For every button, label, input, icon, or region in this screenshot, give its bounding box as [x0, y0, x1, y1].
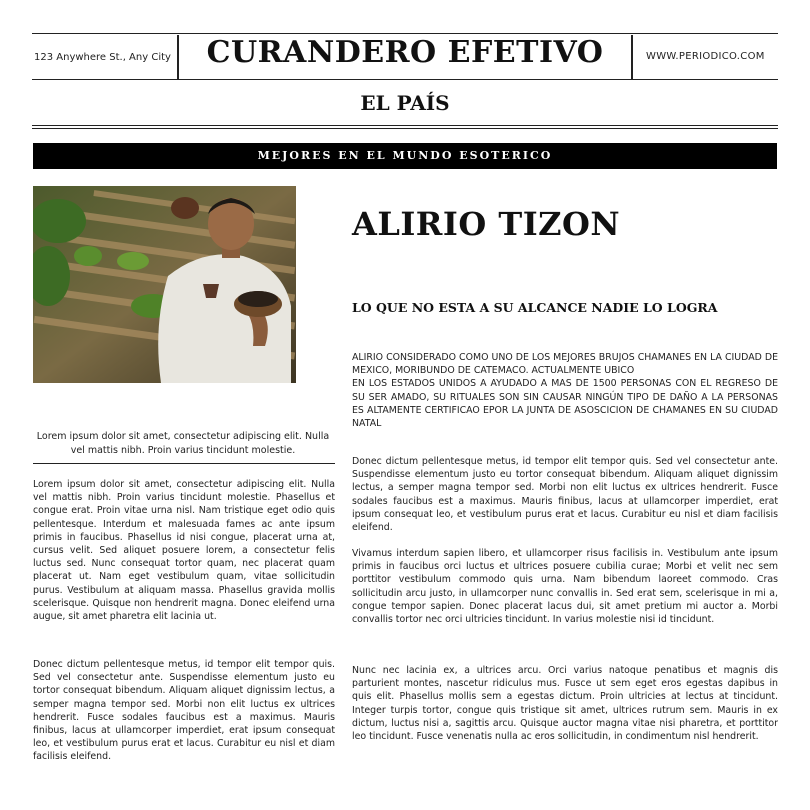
article-photo	[33, 186, 296, 383]
right-paragraph-1: Donec dictum pellentesque metus, id tempor elit tempor quis. Sed vel consectetur ante. Suspendisse elementum justo eu tortor consequat bibendum. Aliquam aliquet dignissim lectus, a semper magna tempor sed. Morbi non elit luctus ex ultrices hendrerit. Fusce sodales faucibus est a maximus. Mauris finibus, lacus at ullamcorper imperdiet, erat ipsum consequat leo, et vestibulum purus erat et lacus. Curabitur eu nisl et diam facilisis eleifend.	[352, 456, 778, 534]
intro-paragraph-1: ALIRIO CONSIDERADO COMO UNO DE LOS MEJORES BRUJOS CHAMANES EN LA CIUDAD DE MEXICO, MORIBUNDO DE CATEMACO. ACTUALMENTE UBICO	[352, 352, 778, 377]
article-intro	[352, 351, 778, 430]
newspaper-title: CURANDERO EFETIVO	[206, 35, 604, 70]
masthead-divider-right	[631, 35, 633, 80]
section-banner: MEJORES EN EL MUNDO ESOTERICO	[33, 143, 777, 169]
photo-caption: Lorem ipsum dolor sit amet, consectetur adipiscing elit. Nulla vel mattis nibh. Proin varius tincidunt molestie.	[36, 431, 330, 456]
address-text: 123 Anywhere St., Any City	[34, 52, 171, 63]
masthead-divider-left	[177, 35, 179, 80]
masthead-rule-lower-1	[32, 125, 778, 126]
website-link[interactable]: WWW.PERIODICO.COM	[646, 51, 765, 62]
left-paragraph-2: Donec dictum pellentesque metus, id tempor elit tempor quis. Sed vel consectetur ante. Suspendisse elementum justo eu tortor consequat bibendum. Aliquam aliquet dignissim lectus, a semper magna tempor sed. Morbi non elit luctus ex ultrices hendrerit. Fusce sodales faucibus est a maximus. Mauris finibus, lacus at ullamcorper imperdiet, erat ipsum consequat leo, et vestibulum purus erat et lacus. Curabitur eu nisl et diam facilisis eleifend.	[33, 659, 335, 763]
right-paragraph-2: Vivamus interdum sapien libero, et ullamcorper risus facilisis in. Vestibulum ante ipsum primis in faucibus orci luctus et ultrices posuere cubilia curae; Morbi et velit nec sem porttitor vestibulum commodo quis urna. Nam bibendum laoreet commodo. Cras sollicitudin arcu justo, in ullamcorper nunc convallis in. Sed erat sem, scelerisque in mi a, congue tempor sapien. Donec placerat lacus dui, sit amet pretium mi auctor a. Morbi convallis tortor nec orci ultricies tincidunt. In varius molestie nisi id tincidunt.	[352, 548, 778, 626]
masthead-rule-lower-2	[32, 128, 778, 129]
masthead-top-rule	[32, 33, 778, 34]
article-subheadline: LO QUE NO ESTA A SU ALCANCE NADIE LO LOGRA	[352, 300, 718, 315]
article-headline: ALIRIO TIZON	[352, 205, 621, 243]
caption-rule	[33, 463, 335, 464]
masthead-rule-upper	[32, 79, 778, 80]
newspaper-subtitle: EL PAÍS	[360, 91, 450, 115]
intro-paragraph-2: EN LOS ESTADOS UNIDOS A AYUDADO A MAS DE 1500 PERSONAS CON EL REGRESO DE SU SER AMADO, SU RITUALES SON SIN CAUSAR NINGÚN TIPO DE DAÑO A LA PERSONAS ES ALTAMENTE CERTIFICAO EPOR LA JUNTA DE ASOSCICION DE CHAMANES EN SU CIUDAD NATAL	[352, 378, 778, 430]
right-paragraph-3: Nunc nec lacinia ex, a ultrices arcu. Orci varius natoque penatibus et magnis dis parturient montes, nascetur ridiculus mus. Fusce ut sem eget eros egestas dapibus in quis elit. Phasellus mollis sem a egestas dictum. Proin ultricies at lectus at tincidunt. Integer turpis tortor, congue quis tristique sit amet, ultrices rutrum sem. Mauris in ex dictum, luctus nisi a, sagittis arcu. Quisque auctor magna vitae nisi pharetra, et porttitor leo tincidunt. Fusce venenatis nulla ac eros sollicitudin, in condimentum nisl hendrerit.	[352, 665, 778, 743]
left-paragraph-1: Lorem ipsum dolor sit amet, consectetur adipiscing elit. Nulla vel mattis nibh. Proin varius tincidunt molestie. Phasellus et congue erat. Proin vitae urna nisl. Nam tristique eget odio quis pellentesque. Interdum et malesuada fames ac ante ipsum primis in faucibus. Phasellus id nisi congue, placerat urna at, cursus velit. Sed aliquet posuere lorem, a consectetur felis luctus sed. Nunc consequat tortor quam, nec placerat quam placerat ut. Nam eget vestibulum quam, vitae sollicitudin purus. Vestibulum at aliquam massa. Phasellus gravida mollis scelerisque. Quisque non hendrerit magna. Donec eleifend urna augue, sit amet pharetra elit lacinia ut.	[33, 479, 335, 623]
